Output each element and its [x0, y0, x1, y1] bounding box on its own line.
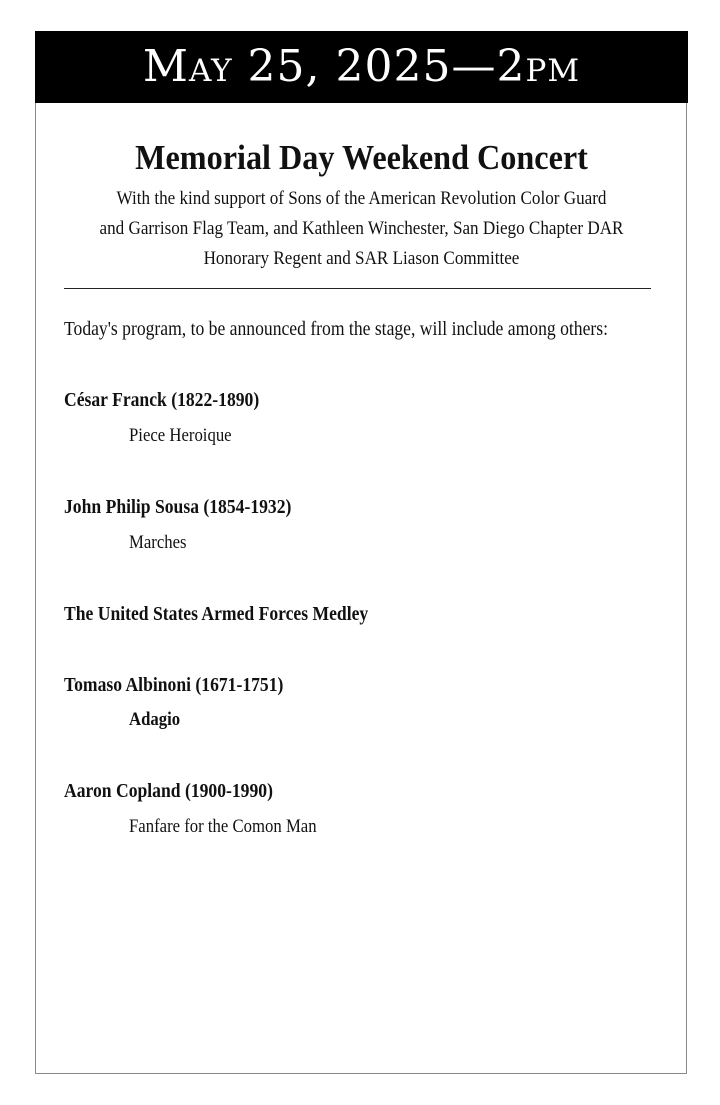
work-adagio: Adagio — [129, 709, 181, 730]
divider — [64, 288, 651, 289]
date-text: May 25, 2025—2pm — [142, 41, 581, 92]
work-fanfare: Fanfare for the Comon Man — [129, 816, 317, 837]
support-line-3: Honorary Regent and SAR Liason Committee — [203, 248, 520, 269]
composer-franck: César Franck (1822-1890) — [64, 389, 260, 411]
support-line-2: and Garrison Flag Team, and Kathleen Winchester, San Diego Chapter DAR — [99, 218, 624, 239]
work-piece-heroique: Piece Heroique — [129, 425, 232, 446]
concert-title: Memorial Day Weekend Concert — [135, 138, 588, 177]
composer-sousa: John Philip Sousa (1854-1932) — [64, 496, 292, 518]
composer-copland: Aaron Copland (1900-1990) — [64, 780, 273, 802]
work-marches: Marches — [129, 532, 187, 553]
date-banner — [35, 31, 688, 103]
composer-albinoni: Tomaso Albinoni (1671-1751) — [64, 674, 284, 696]
support-line-1: With the kind support of Sons of the American Revolution Color Guard — [116, 188, 607, 209]
program-intro: Today's program, to be announced from the stage, will include among others: — [64, 318, 608, 340]
armed-forces-medley: The United States Armed Forces Medley — [64, 603, 369, 625]
